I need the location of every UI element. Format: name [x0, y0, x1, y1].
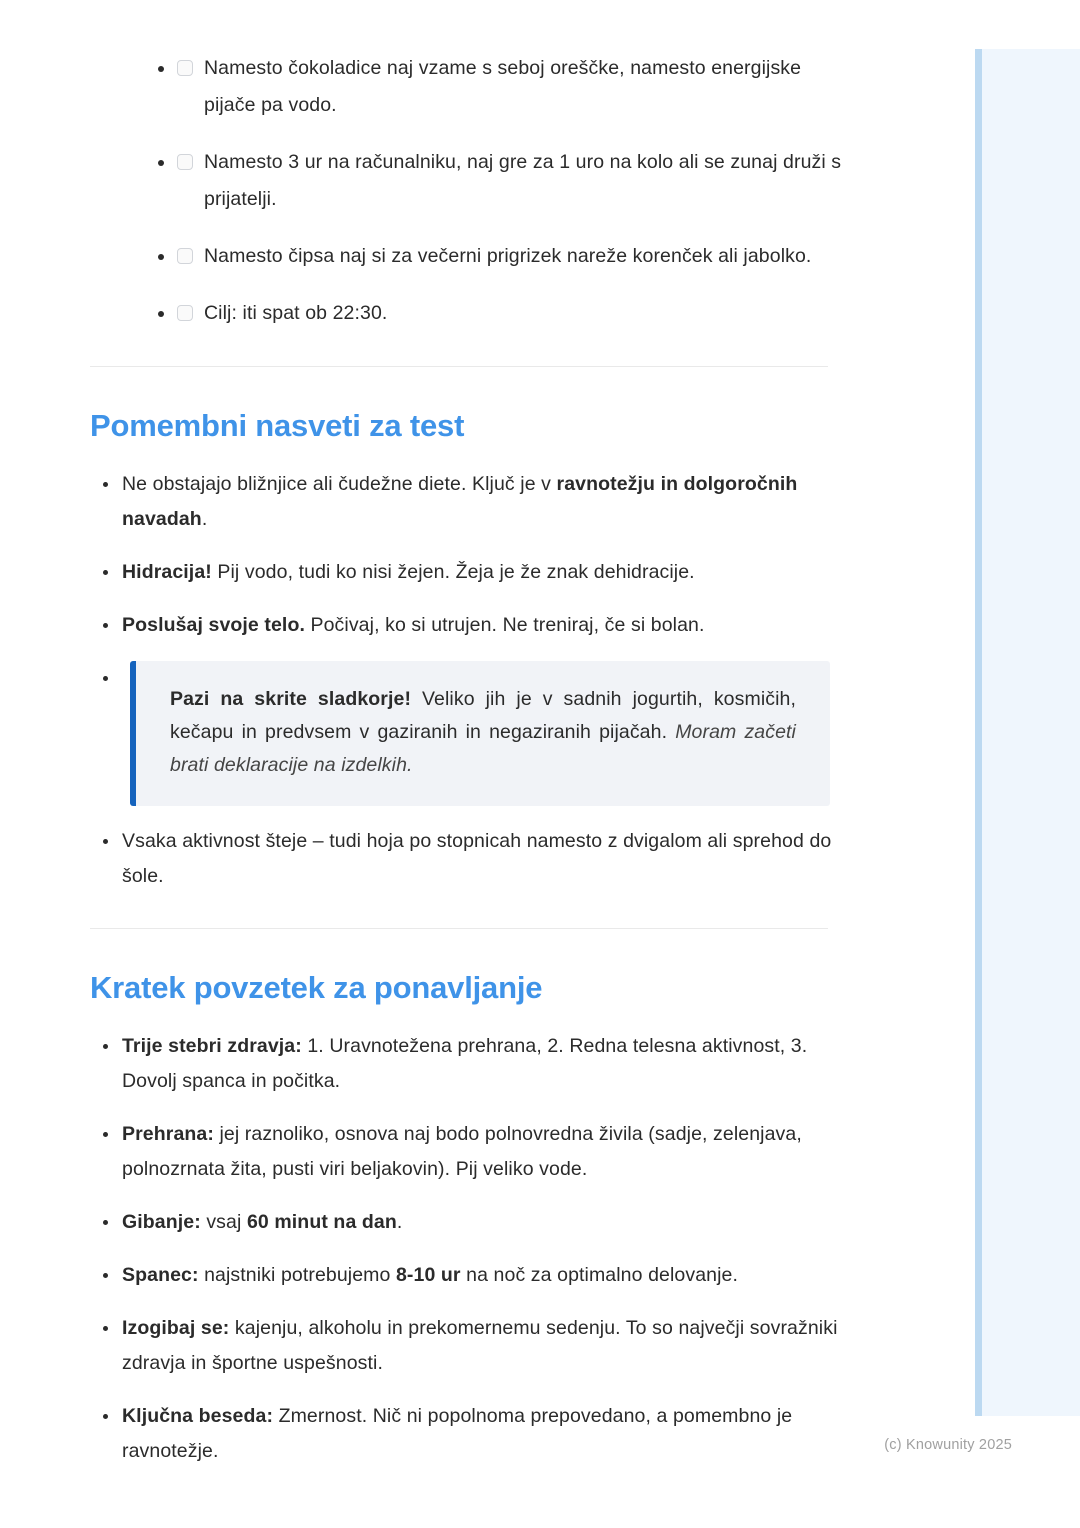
summary-lead: Gibanje:: [122, 1211, 201, 1233]
summary-text-bold: 8-10 ur: [395, 1264, 461, 1286]
tip-text: Vsaka aktivnost šteje – tudi hoja po stopnicah namesto z dvigalom ali sprehod do šole.: [122, 830, 832, 887]
summary-text-before: vsaj: [200, 1211, 247, 1233]
right-side-panel: [975, 49, 1080, 1416]
tip-text-after: Pij vodo, tudi ko nisi žejen. Žeja je že znak dehidracije.: [211, 561, 695, 583]
checklist-item-label: Namesto čokoladice naj vzame s seboj oreščke, namesto energijske pijače pa vodo.: [204, 57, 802, 116]
checklist-item-label: Namesto čipsa naj si za večerni prigrizek nareže korenček ali jabolko.: [204, 245, 812, 267]
tip-text-bold: ravnotežju in dolgoročnih navadah: [122, 473, 798, 530]
tip-lead: Poslušaj svoje telo.: [122, 614, 305, 636]
section-divider: [90, 928, 828, 929]
section-divider: [90, 366, 828, 367]
list-item: [90, 467, 850, 537]
summary-text-before: najstniki potrebujemo: [198, 1264, 396, 1286]
list-item: [90, 1311, 850, 1381]
list-item: [90, 1117, 850, 1187]
summary-text: Zmernost. Nič ni popolnoma prepovedano, a pomembno je ravnotežje.: [122, 1405, 793, 1462]
checklist-item-label: Cilj: iti spat ob 22:30.: [204, 302, 388, 324]
list-item: [90, 824, 850, 894]
summary-text: jej raznoliko, osnova naj bodo polnovredna živila (sadje, zelenjava, polnozrnata žita, pusti viri beljakovin). Pij veliko vode.: [122, 1123, 802, 1180]
callout-italic-note: Moram začeti brati deklaracije na izdelkih.: [170, 721, 796, 776]
tips-list: [90, 467, 850, 894]
tip-text-after: .: [201, 508, 208, 530]
page-title: Kratek povzetek za ponavljanje: [90, 970, 543, 1005]
top-spacer: [90, 40, 850, 50]
callout-body: Veliko jih je v sadnih jogurtih, kosmičih, kečapu in predvsem v gaziranih in negaziranih pijačah.: [170, 688, 796, 743]
footer-copyright: (c) Knowunity 2025: [884, 1437, 1012, 1453]
summary-lead: Prehrana:: [122, 1123, 214, 1145]
checkbox-icon[interactable]: [177, 305, 193, 321]
summary-lead: Spanec:: [122, 1264, 199, 1286]
list-item: [90, 1258, 850, 1293]
habit-checklist: [90, 50, 850, 332]
summary-text-after: .: [396, 1211, 403, 1233]
summary-lead: Izogibaj se:: [122, 1317, 230, 1339]
summary-text-after: na noč za optimalno delovanje.: [460, 1264, 738, 1286]
list-item[interactable]: [148, 144, 850, 218]
summary-text-bold: 60 minut na dan: [246, 1211, 397, 1233]
checkbox-icon[interactable]: [177, 248, 193, 264]
summary-list: [90, 1029, 850, 1469]
callout-text: [170, 683, 796, 782]
checklist-item-label: Namesto 3 ur na računalniku, naj gre za 1 uro na kolo ali se zunaj druži s prijatelji.: [204, 151, 842, 210]
callout-lead: Pazi na skrite sladkorje!: [170, 688, 412, 710]
checkbox-icon[interactable]: [177, 60, 193, 76]
list-item[interactable]: [148, 295, 850, 332]
list-item[interactable]: [148, 238, 850, 275]
list-item: [90, 555, 850, 590]
tip-text-after: Počivaj, ko si utrujen. Ne treniraj, če si bolan.: [304, 614, 705, 636]
list-item: [90, 1205, 850, 1240]
list-item: [90, 608, 850, 643]
tip-text-before: Ne obstajajo bližnjice ali čudežne diete. Ključ je v: [122, 473, 557, 495]
checkbox-icon[interactable]: [177, 154, 193, 170]
list-item: [90, 1399, 850, 1469]
list-item-callout: [90, 661, 850, 806]
summary-text: kajenju, alkoholu in prekomernemu sedenju. To so največji sovražniki zdravja in športne uspešnosti.: [122, 1317, 838, 1374]
page-title: Pomembni nasveti za test: [90, 408, 465, 443]
callout-box: [130, 661, 830, 806]
tip-lead: Hidracija!: [122, 561, 212, 583]
list-item[interactable]: [148, 50, 850, 124]
summary-text: 1. Uravnotežena prehrana, 2. Redna telesna aktivnost, 3. Dovolj spanca in počitka.: [122, 1035, 808, 1092]
summary-lead: Ključna beseda:: [122, 1405, 274, 1427]
list-item: [90, 1029, 850, 1099]
summary-lead: Trije stebri zdravja:: [122, 1035, 302, 1057]
